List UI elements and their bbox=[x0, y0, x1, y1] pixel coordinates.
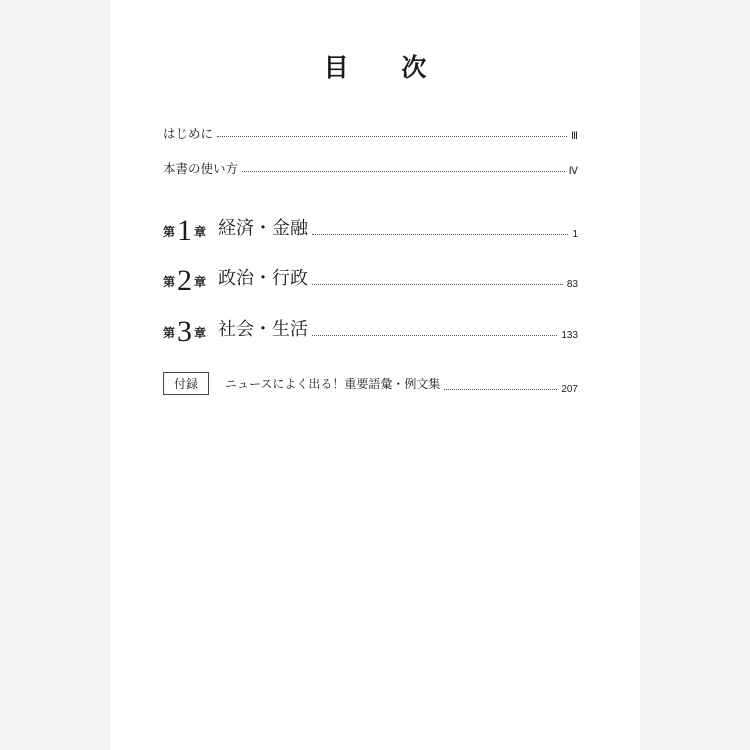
toc-entry-label: はじめに bbox=[163, 126, 214, 141]
chapter-prefix: 第 bbox=[163, 275, 176, 289]
chapter-number: 1 bbox=[177, 214, 193, 247]
chapter-suffix: 章 bbox=[194, 326, 207, 340]
toc-chapter-1[interactable] bbox=[163, 212, 578, 247]
toc-entry-page: 133 bbox=[561, 330, 578, 341]
appendix-label: ニュースによく出る！重要語彙・例文集 bbox=[225, 377, 441, 391]
toc-entry-page: 83 bbox=[566, 279, 578, 290]
dot-leader bbox=[217, 136, 567, 137]
chapter-prefix: 第 bbox=[163, 225, 176, 239]
chapter-suffix: 章 bbox=[194, 225, 207, 239]
toc-chapter-3[interactable] bbox=[163, 313, 578, 348]
toc-entry-preface[interactable] bbox=[163, 124, 578, 142]
toc-entry-page: Ⅲ bbox=[571, 131, 578, 142]
appendix-tag: 付録 bbox=[163, 372, 209, 395]
toc-title: 目 次 bbox=[323, 53, 449, 82]
toc-chapter-2[interactable] bbox=[163, 262, 578, 297]
chapter-title: 社会・生活 bbox=[218, 319, 309, 340]
dot-leader bbox=[312, 234, 568, 235]
toc-entry-how-to-use[interactable] bbox=[163, 159, 578, 177]
toc-entry-page: 207 bbox=[561, 384, 578, 395]
chapter-prefix: 第 bbox=[163, 326, 176, 340]
chapter-number: 2 bbox=[177, 264, 193, 297]
dot-leader bbox=[444, 389, 557, 390]
toc-entry-label: 本書の使い方 bbox=[163, 161, 239, 176]
dot-leader bbox=[312, 284, 563, 285]
toc-entry-page: Ⅳ bbox=[568, 166, 578, 177]
dot-leader bbox=[312, 335, 557, 336]
toc-appendix[interactable] bbox=[163, 372, 578, 395]
chapter-suffix: 章 bbox=[194, 275, 207, 289]
chapter-number: 3 bbox=[177, 315, 193, 348]
chapter-title: 経済・金融 bbox=[218, 218, 309, 239]
dot-leader bbox=[242, 171, 565, 172]
toc-entry-page: 1 bbox=[572, 229, 578, 240]
chapter-title: 政治・行政 bbox=[218, 268, 309, 289]
